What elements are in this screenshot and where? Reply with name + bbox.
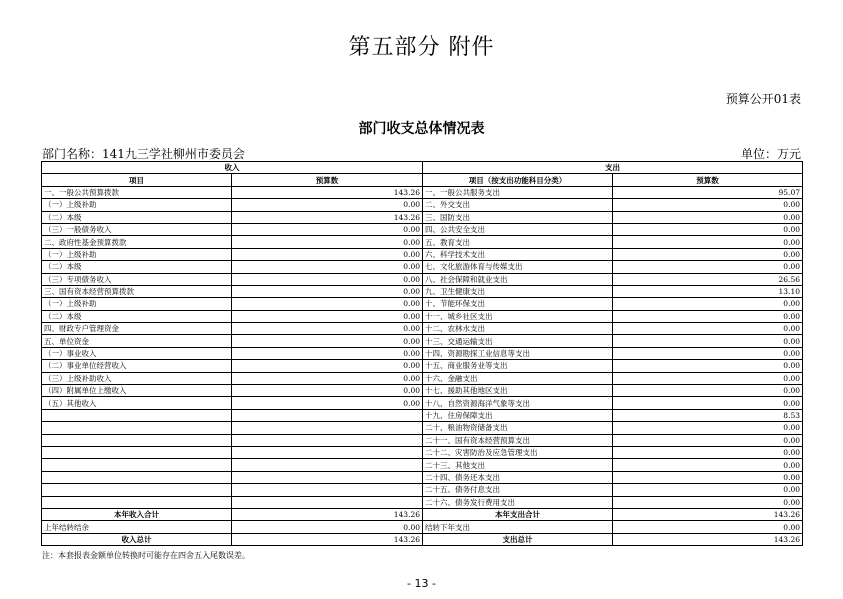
income-item-cell: 三、国有资本经营预算拨款	[42, 285, 232, 297]
income-total-amount: 143.26	[232, 508, 423, 520]
income-item-cell: 二、政府性基金预算拨款	[42, 236, 232, 248]
expense-item-cell: 三、国防支出	[423, 211, 613, 223]
income-amount-cell: 0.00	[232, 323, 423, 335]
expense-item-cell: 十六、金融支出	[423, 372, 613, 384]
table-row	[42, 335, 803, 347]
expense-item-cell: 二十一、国有资本经营预算支出	[423, 434, 613, 446]
expense-amount-cell: 0.00	[613, 236, 803, 248]
income-item-cell: 五、单位资金	[42, 335, 232, 347]
income-item-cell	[42, 496, 232, 508]
income-item-cell: （一）上级补助	[42, 248, 232, 260]
table-row	[42, 248, 803, 260]
table-row	[42, 261, 803, 273]
expense-amount-cell: 0.00	[613, 261, 803, 273]
expense-item-header: 项目（按支出功能科目分类）	[423, 174, 613, 186]
expense-amount-cell: 0.00	[613, 347, 803, 359]
income-amount-cell: 0.00	[232, 223, 423, 235]
income-amount-cell	[232, 496, 423, 508]
expense-item-cell: 十、节能环保支出	[423, 298, 613, 310]
income-amount-cell: 0.00	[232, 360, 423, 372]
income-item-cell: （二）本级	[42, 211, 232, 223]
income-item-cell: （三）专项债务收入	[42, 273, 232, 285]
expense-item-cell: 十二、农林水支出	[423, 323, 613, 335]
table-row	[42, 484, 803, 496]
income-item-cell	[42, 434, 232, 446]
income-item-cell: （二）事业单位经营收入	[42, 360, 232, 372]
expense-item-cell: 十九、住房保障支出	[423, 409, 613, 421]
form-code: 预算公开01表	[725, 92, 801, 106]
income-total-label: 本年收入合计	[42, 508, 232, 520]
expense-amount-cell: 0.00	[613, 211, 803, 223]
expense-item-cell: 四、公共安全支出	[423, 223, 613, 235]
table-title: 部门收支总体情况表	[358, 121, 485, 137]
table-row	[42, 459, 803, 471]
expense-amount-cell: 0.00	[613, 446, 803, 458]
expense-total-label: 本年支出合计	[423, 508, 613, 520]
table-row	[42, 397, 803, 409]
income-header: 收入	[42, 162, 423, 174]
page-title: 第五部分 附件	[348, 35, 495, 60]
expense-item-cell: 十七、援助其他地区支出	[423, 385, 613, 397]
table-row	[42, 298, 803, 310]
table-row	[42, 310, 803, 322]
income-amount-cell	[232, 422, 423, 434]
expense-item-cell: 十八、自然资源海洋气象等支出	[423, 397, 613, 409]
income-item-cell	[42, 422, 232, 434]
income-amount-cell: 0.00	[232, 248, 423, 260]
income-amount-cell	[232, 446, 423, 458]
table-header-row	[42, 162, 803, 174]
expense-amount-cell: 0.00	[613, 223, 803, 235]
table-row	[42, 471, 803, 483]
table-row	[42, 360, 803, 372]
expense-header: 支出	[423, 162, 803, 174]
expense-total-amount: 143.26	[613, 508, 803, 520]
expense-item-cell: 五、教育支出	[423, 236, 613, 248]
expense-amount-cell: 0.00	[613, 372, 803, 384]
table-row	[42, 434, 803, 446]
expense-total-label: 结转下年支出	[423, 521, 613, 533]
table-row	[42, 372, 803, 384]
table-row	[42, 236, 803, 248]
income-amount-cell	[232, 484, 423, 496]
expense-item-cell: 八、社会保障和就业支出	[423, 273, 613, 285]
table-row	[42, 323, 803, 335]
page-number: - 13 -	[407, 577, 436, 590]
income-item-cell: （一）事业收入	[42, 347, 232, 359]
income-amount-cell: 0.00	[232, 347, 423, 359]
total-row	[42, 521, 803, 533]
income-amount-cell: 0.00	[232, 199, 423, 211]
expense-item-cell: 十五、商业服务业等支出	[423, 360, 613, 372]
expense-item-cell: 二十五、债务付息支出	[423, 484, 613, 496]
expense-item-cell: 二十四、债务还本支出	[423, 471, 613, 483]
expense-amount-cell: 0.00	[613, 385, 803, 397]
income-amount-cell	[232, 434, 423, 446]
table-row	[42, 446, 803, 458]
table-subheader-row	[42, 174, 803, 186]
income-amount-header: 预算数	[232, 174, 423, 186]
expense-amount-cell: 0.00	[613, 459, 803, 471]
income-amount-cell: 0.00	[232, 385, 423, 397]
expense-amount-cell: 13.10	[613, 285, 803, 297]
expense-amount-cell: 95.07	[613, 186, 803, 198]
income-item-cell: （四）附属单位上缴收入	[42, 385, 232, 397]
expense-item-cell: 二十三、其他支出	[423, 459, 613, 471]
table-row	[42, 422, 803, 434]
expense-amount-cell: 0.00	[613, 335, 803, 347]
income-item-cell: （一）上级补助	[42, 199, 232, 211]
income-amount-cell: 143.26	[232, 211, 423, 223]
expense-item-cell: 二十、粮油物资储备支出	[423, 422, 613, 434]
expense-amount-cell: 0.00	[613, 434, 803, 446]
income-amount-cell: 143.26	[232, 186, 423, 198]
expense-amount-cell: 8.53	[613, 409, 803, 421]
expense-item-cell: 十三、交通运输支出	[423, 335, 613, 347]
income-amount-cell: 0.00	[232, 372, 423, 384]
table-row	[42, 409, 803, 421]
expense-amount-cell: 0.00	[613, 248, 803, 260]
income-item-cell	[42, 446, 232, 458]
budget-table	[41, 161, 803, 546]
table-row	[42, 211, 803, 223]
expense-amount-cell: 0.00	[613, 199, 803, 211]
income-item-cell: （三）上级补助收入	[42, 372, 232, 384]
income-amount-cell: 0.00	[232, 298, 423, 310]
expense-item-cell: 十一、城乡社区支出	[423, 310, 613, 322]
table-body	[42, 186, 803, 545]
expense-total-amount: 143.26	[613, 533, 803, 545]
table-row	[42, 273, 803, 285]
income-item-cell: （二）本级	[42, 310, 232, 322]
expense-item-cell: 十四、资源勘探工业信息等支出	[423, 347, 613, 359]
department-name: 部门名称：141九三学社柳州市委员会	[42, 147, 245, 161]
income-item-cell	[42, 471, 232, 483]
expense-amount-cell: 0.00	[613, 422, 803, 434]
expense-item-cell: 一、一般公共服务支出	[423, 186, 613, 198]
expense-amount-cell: 0.00	[613, 310, 803, 322]
expense-item-cell: 九、卫生健康支出	[423, 285, 613, 297]
table-row	[42, 347, 803, 359]
total-row	[42, 533, 803, 545]
income-item-cell: （一）上级补助	[42, 298, 232, 310]
footnote: 注：本套报表金额单位转换时可能存在四舍五入尾数误差。	[42, 551, 250, 560]
expense-amount-cell: 0.00	[613, 360, 803, 372]
income-item-cell: 四、财政专户管理资金	[42, 323, 232, 335]
income-total-amount: 0.00	[232, 521, 423, 533]
income-item-cell: （三）一般债务收入	[42, 223, 232, 235]
table-row	[42, 223, 803, 235]
expense-amount-cell: 0.00	[613, 397, 803, 409]
income-amount-cell	[232, 409, 423, 421]
total-row	[42, 508, 803, 520]
income-item-cell: 一、一般公共预算拨款	[42, 186, 232, 198]
income-amount-cell: 0.00	[232, 285, 423, 297]
income-item-cell	[42, 459, 232, 471]
income-amount-cell: 0.00	[232, 397, 423, 409]
expense-amount-cell: 0.00	[613, 496, 803, 508]
table-row	[42, 199, 803, 211]
table-row	[42, 186, 803, 198]
income-item-cell	[42, 409, 232, 421]
expense-amount-cell: 0.00	[613, 484, 803, 496]
income-item-cell: （五）其他收入	[42, 397, 232, 409]
income-item-header: 项目	[42, 174, 232, 186]
income-amount-cell: 0.00	[232, 261, 423, 273]
income-item-cell	[42, 484, 232, 496]
income-amount-cell: 0.00	[232, 335, 423, 347]
unit-label: 单位：万元	[740, 147, 801, 161]
expense-amount-cell: 26.56	[613, 273, 803, 285]
income-total-amount: 143.26	[232, 533, 423, 545]
expense-item-cell: 六、科学技术支出	[423, 248, 613, 260]
expense-amount-cell: 0.00	[613, 323, 803, 335]
income-amount-cell	[232, 471, 423, 483]
expense-item-cell: 二十二、灾害防治及应急管理支出	[423, 446, 613, 458]
expense-total-label: 支出总计	[423, 533, 613, 545]
table-row	[42, 496, 803, 508]
expense-item-cell: 七、文化旅游体育与传媒支出	[423, 261, 613, 273]
income-total-label: 收入总计	[42, 533, 232, 545]
income-amount-cell: 0.00	[232, 310, 423, 322]
expense-amount-cell: 0.00	[613, 471, 803, 483]
expense-item-cell: 二十六、债务发行费用支出	[423, 496, 613, 508]
expense-amount-header: 预算数	[613, 174, 803, 186]
expense-amount-cell: 0.00	[613, 298, 803, 310]
income-amount-cell: 0.00	[232, 236, 423, 248]
income-total-label: 上年结转结余	[42, 521, 232, 533]
table-row	[42, 385, 803, 397]
income-amount-cell: 0.00	[232, 273, 423, 285]
table-row	[42, 285, 803, 297]
expense-item-cell: 二、外交支出	[423, 199, 613, 211]
expense-total-amount: 0.00	[613, 521, 803, 533]
income-item-cell: （二）本级	[42, 261, 232, 273]
income-amount-cell	[232, 459, 423, 471]
